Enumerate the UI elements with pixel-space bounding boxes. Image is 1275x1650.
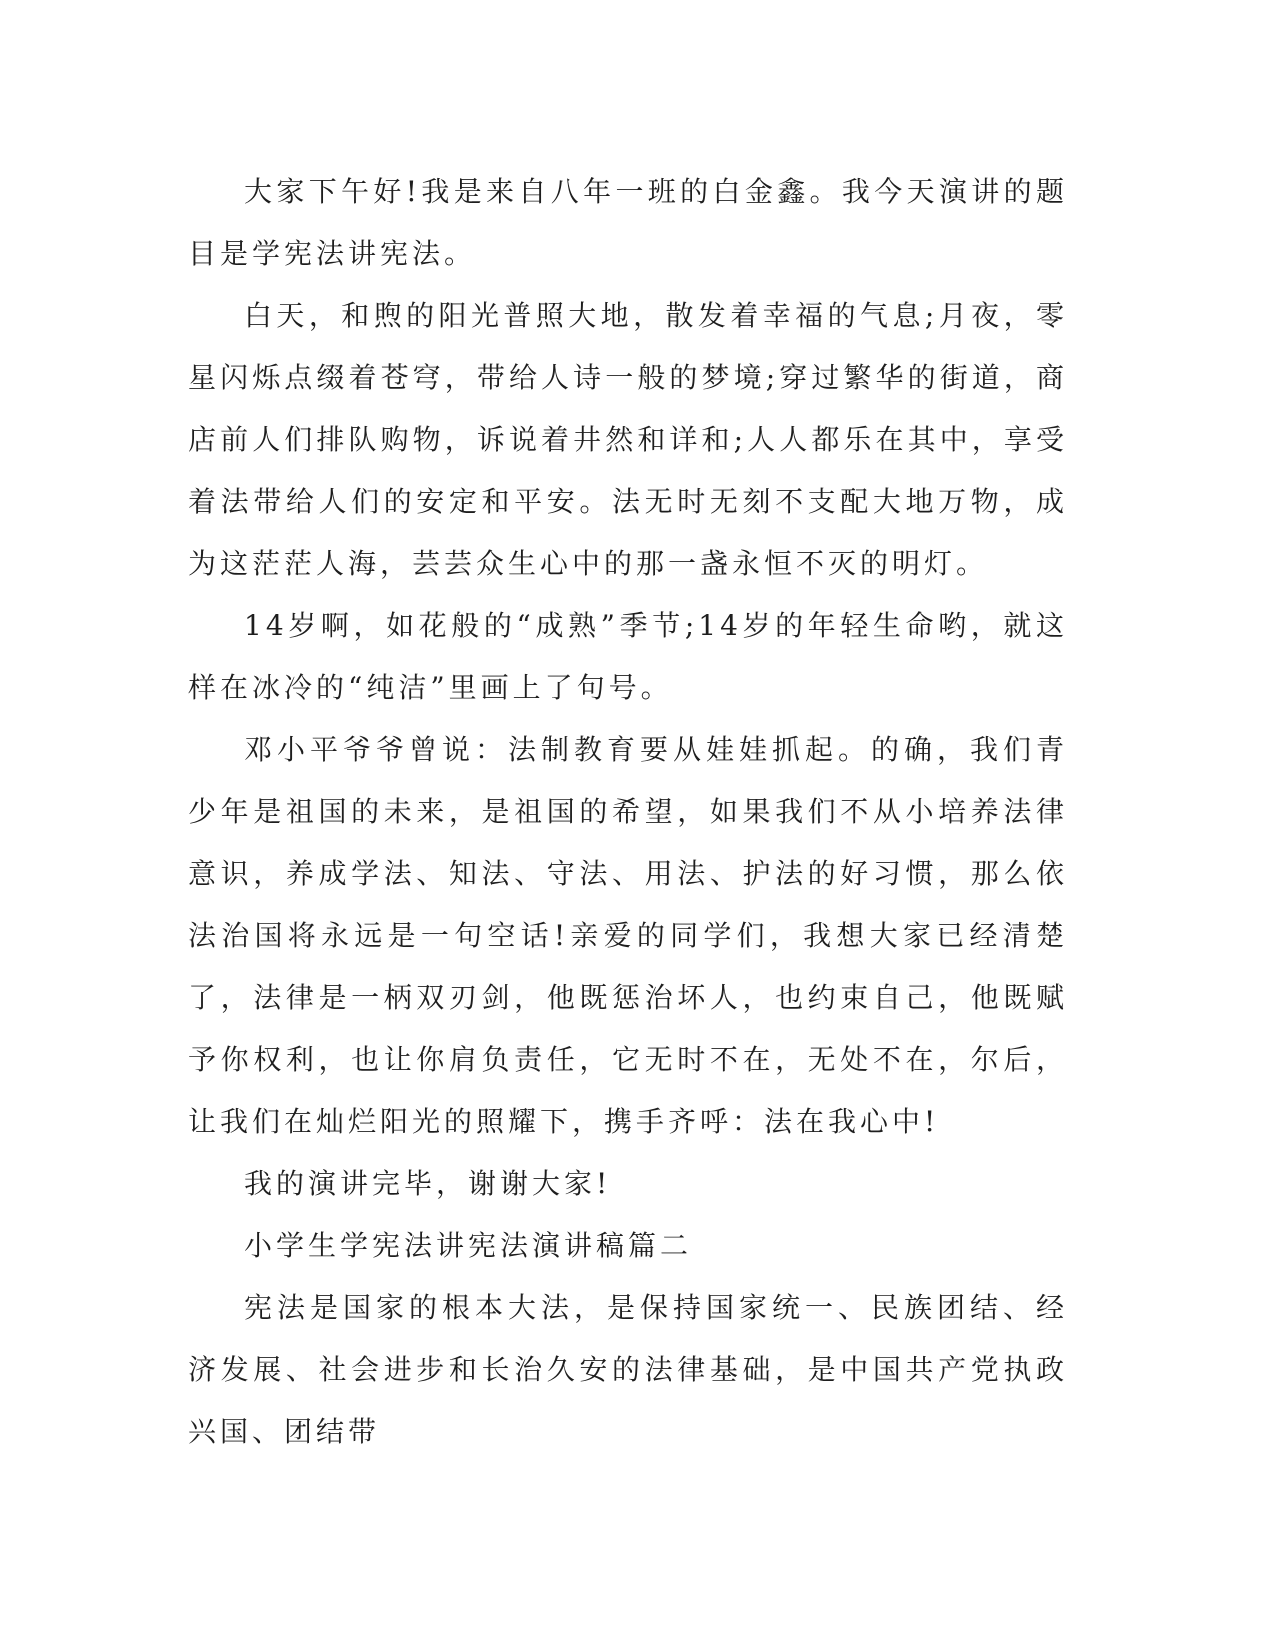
paragraph-fourteen-years: 14岁啊，如花般的“成熟”季节;14岁的年轻生命哟，就这样在冰冷的“纯洁”里画上了句号。 bbox=[188, 609, 1068, 704]
section-heading: 小学生学宪法讲宪法演讲稿篇二 bbox=[244, 1229, 693, 1262]
paragraph-closing: 我的演讲完毕，谢谢大家! bbox=[244, 1167, 612, 1200]
paragraph-greeting: 大家下午好!我是来自八年一班的白金鑫。我今天演讲的题目是学宪法讲宪法。 bbox=[188, 175, 1068, 270]
paragraph-constitution: 宪法是国家的根本大法，是保持国家统一、民族团结、经济发展、社会进步和长治久安的法律基础，是中国共产党执政兴国、团结带 bbox=[188, 1291, 1068, 1448]
paragraph-law-everywhere: 白天，和煦的阳光普照大地，散发着幸福的气息;月夜，零星闪烁点缀着苍穹，带给人诗一般的梦境;穿过繁华的街道，商店前人们排队购物，诉说着井然和详和;人人都乐在其中，享受着法带给人们的安定和平安。法无时无刻不支配大地万物，成为这茫茫人海，芸芸众生心中的那一盏永恒不灭的明灯。 bbox=[188, 299, 1068, 580]
document-body bbox=[188, 161, 1068, 1463]
paragraph-legal-education: 邓小平爷爷曾说：法制教育要从娃娃抓起。的确，我们青少年是祖国的未来，是祖国的希望，如果我们不从小培养法律意识，养成学法、知法、守法、用法、护法的好习惯，那么依法治国将永远是一句空话!亲爱的同学们，我想大家已经清楚了，法律是一柄双刃剑，他既惩治坏人，也约束自己，他既赋予你权利，也让你肩负责任，它无时不在，无处不在，尔后，让我们在灿烂阳光的照耀下，携手齐呼：法在我心中! bbox=[188, 733, 1068, 1138]
